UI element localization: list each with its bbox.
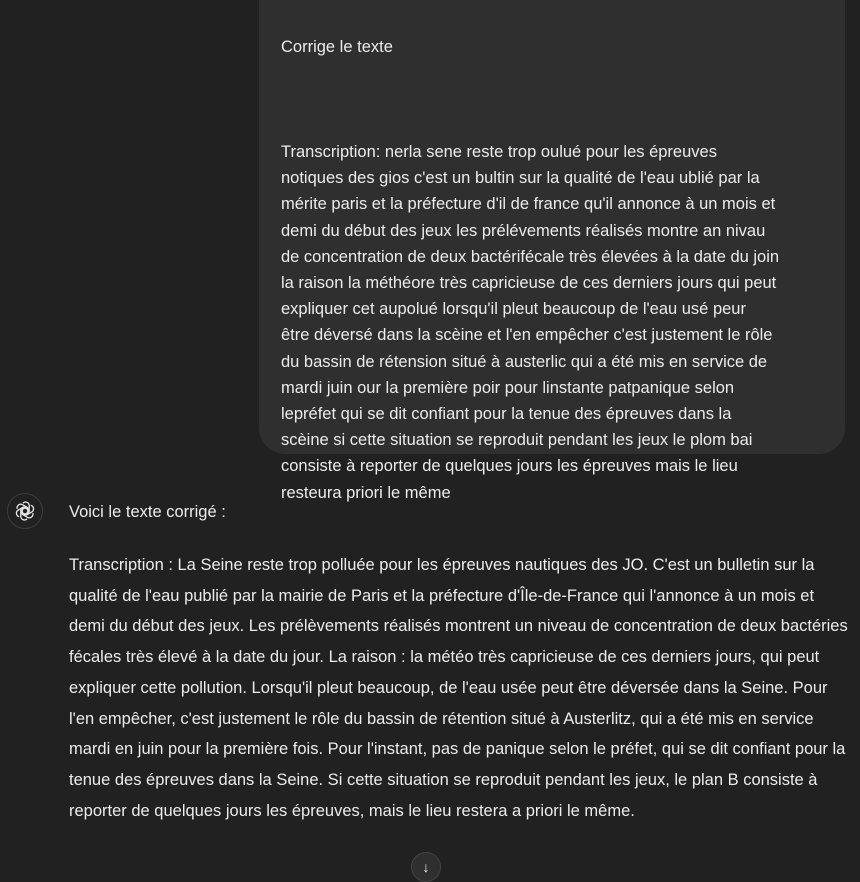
scroll-to-bottom-button[interactable] bbox=[411, 852, 441, 882]
openai-logo-icon bbox=[7, 493, 43, 529]
user-message-spacer bbox=[281, 87, 823, 113]
user-message-body: Transcription: nerla sene reste trop oulué pour les épreuves notiques des gios c'est un bultin sur la qualité de l'eau ublié par la mérite paris et la préfecture d'il de france qu'il annonce à un mois et demi du début des jeux les prélévements réalisés montre an nivau de concentration de deux bactérifécale très élevées à la date du join la raison la méthéore très capricieuse de ces derniers jours qui peut expliquer cet aupolué lorsqu'il pleut beaucoup de l'eau usé peur être déversé dans la scèine et l'en empêcher c'est justement le rôle du bassin de rétension situé à austerlic qui a été mis en service de mardi juin our la première poir pour linstante patpanique selon lepréfet qui se dit confiant pour la tenue des épreuves dans la scèine si cette situation se reproduit pendant les jeux le plom bai consiste à reporter de quelques jours les épreuves mais le lieu resteura priori le même bbox=[281, 143, 780, 502]
user-message-title: Corrige le texte bbox=[281, 38, 393, 57]
assistant-message bbox=[69, 498, 849, 826]
user-message-bubble bbox=[259, 0, 845, 502]
user-message-text bbox=[281, 8, 823, 532]
assistant-message-intro: Voici le texte corrigé : bbox=[69, 503, 226, 521]
assistant-message-body: Transcription : La Seine reste trop polluée pour les épreuves nautiques des JO. C'est un bulletin sur la qualité de l'eau publié par la mairie de Paris et la préfecture d'Île-de-France qui l'annonce à un mois et demi du début des jeux. Les prélèvements réalisés montrent un niveau de concentration de deux bactéries fécales très élevé à la date du jour. La raison : la météo très capricieuse de ces derniers jours, qui peut expliquer cette pollution. Lorsqu'il pleut beaucoup, de l'eau usée peut être déversée dans la Seine. Pour l'en empêcher, c'est justement le rôle du bassin de rétention situé à Austerlitz, qui a été mis en service mardi en juin pour la première fois. Pour l'instant, pas de panique selon le préfet, qui se dit confiant pour la tenue des épreuves dans la Seine. Si cette situation se reproduit pendant les jeux, le plan B consiste à reporter de quelques jours les épreuves, mais le lieu restera a priori le même. bbox=[69, 556, 848, 820]
arrow-down-icon: ↓ bbox=[422, 859, 430, 875]
